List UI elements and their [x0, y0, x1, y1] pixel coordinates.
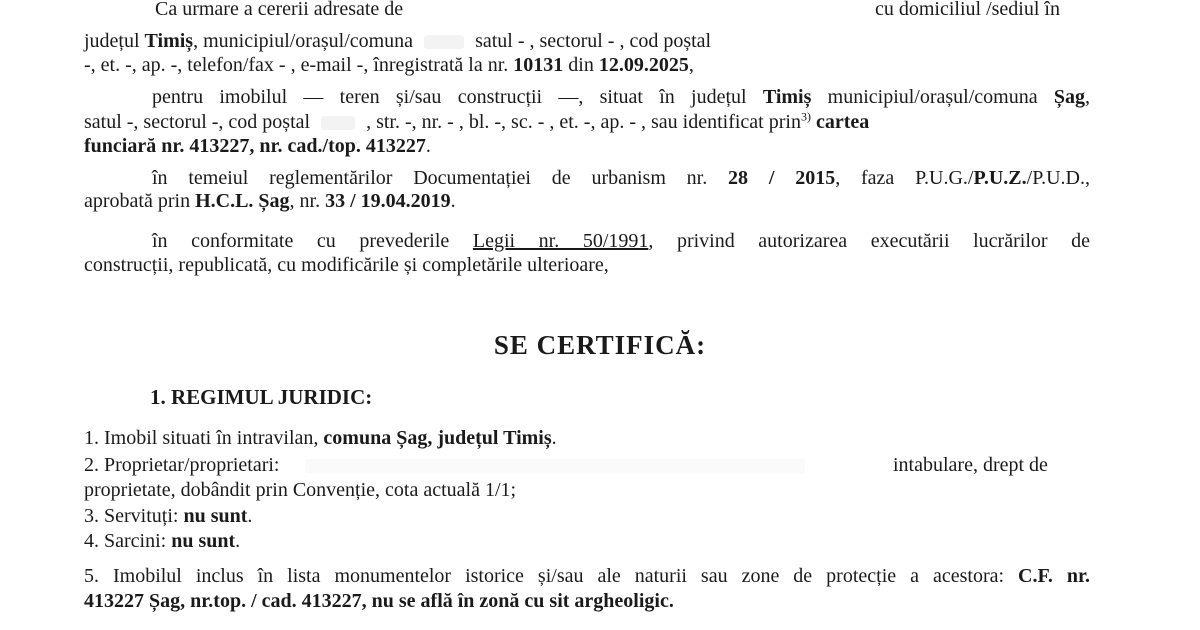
- punctuation: .: [551, 427, 557, 449]
- list-item-3: [84, 504, 1090, 528]
- punctuation: .: [235, 530, 241, 552]
- item-text: 1. Imobil situati în intravilan,: [84, 427, 324, 449]
- punctuation: ,: [1085, 86, 1090, 108]
- domicile-text: cu domiciliul /sediul în: [875, 0, 1060, 20]
- phase-pud: /P.U.D.,: [1026, 167, 1090, 189]
- phase-text: , faza P.U.G./: [835, 167, 974, 189]
- registration-text: -, et. -, ap. -, telefon/fax - , e-mail -, înregistrată la nr.: [84, 54, 514, 76]
- punctuation: .: [450, 190, 456, 212]
- servitudes-value: nu sunt: [183, 505, 248, 527]
- property-line-4: [84, 110, 1090, 134]
- date-connector: din: [563, 54, 599, 76]
- hcl-name: H.C.L. Șag: [195, 190, 290, 212]
- property-county: Timiș: [762, 86, 812, 108]
- redacted-area: [424, 35, 464, 49]
- registration-date: 12.09.2025: [598, 54, 689, 76]
- documentation-number: 28 / 2015: [728, 167, 836, 189]
- certify-heading: SE CERTIFICĂ:: [493, 330, 707, 360]
- redacted-area: [321, 116, 355, 130]
- hcl-nr-label: , nr.: [289, 190, 326, 212]
- conform-line-9: [84, 253, 1090, 277]
- list-item-4: [84, 529, 1090, 553]
- county-value: Timiș: [144, 30, 194, 52]
- redacted-owner: [305, 459, 805, 473]
- list-item-2-cont: [84, 478, 1090, 502]
- conform-line-8: [152, 229, 1090, 253]
- municipality-label: , municipiul/orașul/comuna: [193, 30, 414, 52]
- servitudes-label: 3. Servituți:: [84, 505, 184, 527]
- intro-line-2: [84, 53, 1090, 77]
- temei-text: în temeiul reglementărilor Documentației de urbanism nr.: [152, 167, 729, 189]
- land-book-label: cartea: [810, 111, 870, 133]
- list-item-1: [84, 426, 1090, 450]
- conform-text-2: , privind autorizarea executării lucrărilor de: [648, 230, 1090, 252]
- ownership-text: proprietate, dobândit prin Convenție, cota actuală 1/1;: [84, 479, 517, 501]
- list-item-2: [84, 453, 1090, 477]
- approved-text: aprobată prin: [84, 190, 196, 212]
- punctuation: ,: [688, 54, 694, 76]
- list-item-5-cont: [84, 589, 1090, 613]
- hcl-number: 33 / 19.04.2019: [325, 190, 451, 212]
- encumbrances-value: nu sunt: [171, 530, 236, 552]
- cf-label: C.F. nr.: [1018, 565, 1090, 587]
- intro-text: Ca urmare a cererii adresate de: [155, 0, 404, 20]
- county-label: județul: [84, 30, 145, 52]
- section-title-legal-regime: 1. REGIMUL JURIDIC:: [150, 385, 373, 409]
- encumbrances-label: 4. Sarcini:: [84, 530, 172, 552]
- address-text: , str. -, nr. - , bl. -, sc. - , et. -, ap. - , sau identificat prin: [366, 111, 801, 133]
- property-text: pentru imobilul — teren și/sau construcții —, situat în județul: [152, 86, 763, 108]
- postal-text: satul -, sectorul -, cod poștal: [84, 111, 311, 133]
- temei-line-6: [152, 166, 1090, 190]
- property-line-5: [84, 134, 1090, 158]
- footnote-marker: 3): [800, 109, 811, 124]
- monument-text: 5. Imobilul inclus în lista monumentelor istorice și/sau ale naturii sau zone de protecție a acestora:: [84, 565, 1019, 587]
- property-commune: Șag: [1053, 86, 1085, 108]
- law-reference: Legii nr. 50/1991: [472, 230, 649, 252]
- conform-text: în conformitate cu prevederile: [152, 230, 473, 252]
- registration-number: 10131: [513, 54, 564, 76]
- intro-line-0: [155, 0, 1090, 21]
- intro-line-1: [84, 29, 1090, 53]
- list-item-5: [84, 564, 1090, 588]
- monument-status: 413227 Șag, nr.top. / cad. 413227, nu se află în zonă cu sit argheoligic.: [84, 590, 674, 612]
- property-line-3: [152, 85, 1090, 109]
- registration-type: intabulare, drept de: [893, 454, 1048, 476]
- item-location: comuna Șag, județul Timiș: [323, 427, 552, 449]
- village-text: satul - , sectorul - , cod poștal: [475, 30, 712, 52]
- land-book-number: funciară nr. 413227, nr. cad./top. 413227: [84, 135, 426, 157]
- punctuation: .: [425, 135, 431, 157]
- conform-text-3: construcții, republicată, cu modificările și completările ulterioare,: [84, 254, 609, 276]
- owner-label: 2. Proprietar/proprietari:: [84, 454, 280, 476]
- phase-puz: P.U.Z.: [973, 167, 1027, 189]
- temei-line-7: [84, 189, 1090, 213]
- punctuation: .: [247, 505, 253, 527]
- property-municipality-label: municipiul/orașul/comuna: [811, 86, 1054, 108]
